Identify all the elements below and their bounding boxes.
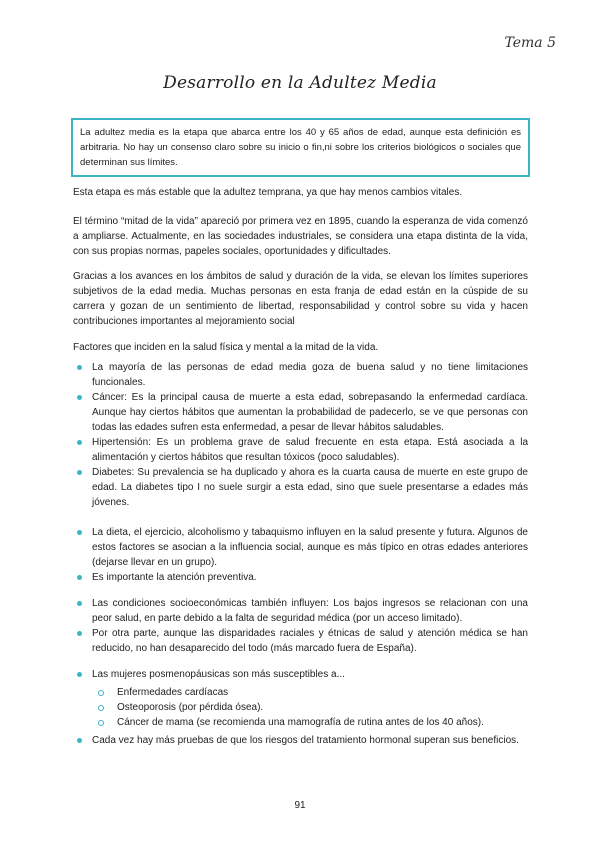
list-item — [73, 435, 528, 465]
bullet-icon — [77, 601, 82, 606]
list-item — [73, 525, 528, 570]
list-item — [73, 596, 528, 626]
page-title: Desarrollo en la Adultez Media — [163, 73, 437, 93]
list-item — [73, 570, 528, 585]
list-item — [73, 667, 528, 682]
paragraph-history: El término “mitad de la vida” apareció por primera vez en 1895, cuando la esperanza de vida comenzó a ampliarse. Actualmente, en las sociedades industriales, se considera una etapa distinta de la vida, con sus propias normas, papeles sociales, oportunidades y dificultades. — [73, 216, 528, 257]
bullet-icon — [77, 440, 82, 445]
bullet-icon — [77, 631, 82, 636]
circle-bullet-icon — [98, 705, 104, 711]
paragraph-advances: Gracias a los avances en los ámbitos de salud y duración de la vida, se elevan los límites superiores subjetivos de la edad media. Muchas personas en esta franja de edad están en la cúspide de su carrera y gozan de un sentimiento de libertad, responsabilidad y control sobre su vida y hacen contribuciones importantes al mejoramiento social — [73, 271, 528, 327]
sub-list-item-text: Enfermedades cardíacas — [117, 687, 229, 698]
circle-bullet-icon — [98, 690, 104, 696]
bullet-list-socioeconomic — [73, 596, 528, 656]
list-item-text: La dieta, el ejercicio, alcoholismo y tabaquismo influyen en la salud presente y futura. Algunos de estos factores se asocian a la influencia social, aunque es más típico en otras edades anteriores (dejarse llevar en un grupo). — [92, 527, 528, 568]
list-item-text: La mayoría de las personas de edad media goza de buena salud y no tiene limitaciones funcionales. — [92, 362, 528, 388]
list-item-text: Las condiciones socioeconómicas también influyen: Los bajos ingresos se relacionan con una peor salud, en parte debido a la falta de seguridad médica (por un acceso limitado). — [92, 598, 528, 624]
bullet-icon — [77, 530, 82, 535]
bullet-icon — [77, 395, 82, 400]
bullet-icon — [77, 672, 82, 677]
sub-bullet-list — [98, 685, 528, 730]
list-item — [73, 733, 528, 748]
list-item-text: Diabetes: Su prevalencia se ha duplicado y ahora es la cuarta causa de muerte en este grupo de edad. La diabetes tipo I no suele surgir a esta edad, sino que suele presentarse a edades más jóvenes. — [92, 467, 528, 508]
list-item — [73, 390, 528, 435]
list-item — [73, 360, 528, 390]
list-item-text: Hipertensión: Es un problema grave de salud frecuente en esta etapa. Está asociada a la alimentación y ciertos hábitos que resultan tóxicos (poco saludables). — [92, 437, 528, 463]
chapter-label: Tema 5 — [504, 35, 556, 51]
circle-bullet-icon — [98, 720, 104, 726]
bullet-icon — [77, 365, 82, 370]
sub-list-item — [98, 715, 528, 730]
sub-list-item-text: Osteoporosis (por pérdida ósea). — [117, 702, 264, 713]
sub-list-item — [98, 700, 528, 715]
bullet-list-hormonal — [73, 733, 528, 748]
section-heading-factors: Factores que inciden en la salud física y mental a la mitad de la vida. — [73, 342, 379, 353]
sub-list-item — [98, 685, 528, 700]
bullet-list-habits — [73, 525, 528, 585]
list-item-text: Por otra parte, aunque las disparidades raciales y étnicas de salud y atención médica se han reducido, no han desaparecido del todo (más marcado fuera de España). — [92, 628, 528, 654]
list-item-text: Las mujeres posmenopáusicas son más susceptibles a... — [92, 669, 345, 680]
sub-list-item-text: Cáncer de mama (se recomienda una mamografía de rutina antes de los 40 años). — [117, 717, 484, 728]
bullet-icon — [77, 470, 82, 475]
bullet-list-health — [73, 360, 528, 510]
list-item-text: Cada vez hay más pruebas de que los riesgos del tratamiento hormonal superan sus beneficios. — [92, 735, 519, 746]
bullet-icon — [77, 738, 82, 743]
list-item — [73, 465, 528, 510]
bullet-icon — [77, 575, 82, 580]
list-item-text: Cáncer: Es la principal causa de muerte a esta edad, sobrepasando la enfermedad cardíaca. Aunque hay ciertos hábitos que aumentan la probabilidad de padecerlo, se ve que personas con todas las edades sufren esta enfermedad, a pesar de llevar hábitos saludables. — [92, 392, 528, 433]
page-number: 91 — [294, 800, 306, 811]
list-item-text: Es importante la atención preventiva. — [92, 572, 257, 583]
list-item — [73, 626, 528, 656]
paragraph-stability: Esta etapa es más estable que la adultez temprana, ya que hay menos cambios vitales. — [73, 187, 463, 198]
bullet-list-women — [73, 667, 528, 682]
definition-box: La adultez media es la etapa que abarca entre los 40 y 65 años de edad, aunque esta definición es arbitraria. No hay un consenso claro sobre su inicio o fin,ni sobre los criterios biológicos o sociales que determinan sus límites. — [71, 118, 530, 177]
